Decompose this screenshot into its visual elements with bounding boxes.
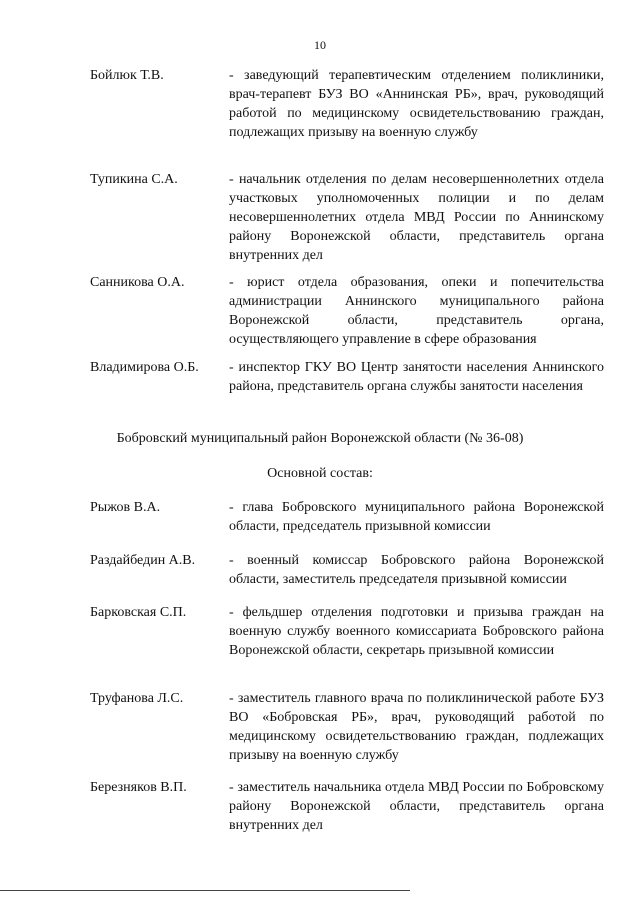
member-name: Труфанова Л.С.	[90, 691, 184, 706]
section-title: Бобровский муниципальный район Воронежской области (№ 36-08)	[116, 431, 524, 446]
member-role: - начальник отделения по делам несовершеннолетних отдела участковых уполномоченных полиции и по делам несовершеннолетних отдела МВД России по Аннинскому району Воронежской области, представитель органа внутренних дел	[229, 172, 604, 263]
member-role: - заместитель главного врача по поликлинической работе БУЗ ВО «Бобровская РБ», врач, руководящий работой по медицинскому освидетельствованию граждан, подлежащих призыву на военную службу	[229, 691, 604, 763]
member-name: Владимирова О.Б.	[90, 360, 199, 375]
page-bottom-rule	[0, 890, 410, 891]
member-name: Санникова О.А.	[90, 275, 185, 290]
member-role: - инспектор ГКУ ВО Центр занятости населения Аннинского района, представитель органа службы занятости населения	[229, 360, 604, 394]
member-name: Рыжов В.А.	[90, 500, 161, 515]
member-role: - военный комиссар Бобровского района Воронежской области, заместитель председателя призывной комиссии	[229, 553, 604, 587]
page-number: 10	[314, 38, 326, 52]
member-role: - заместитель начальника отдела МВД России по Бобровскому району Воронежской области, представитель органа внутренних дел	[229, 780, 604, 833]
member-name: Раздайбедин А.В.	[90, 553, 196, 568]
subsection-title: Основной состав:	[267, 466, 373, 481]
member-role: - фельдшер отделения подготовки и призыва граждан на военную службу военного комиссариата Бобровского района Воронежской области, секретарь призывной комиссии	[229, 605, 604, 658]
member-role: - юрист отдела образования, опеки и попечительства администрации Аннинского муниципального района Воронежской области, представитель органа, осуществляющего управление в сфере образования	[229, 275, 604, 347]
member-name: Тупикина С.А.	[90, 172, 178, 187]
member-name: Бойлюк Т.В.	[90, 68, 164, 83]
member-role: - заведующий терапевтическим отделением поликлиники, врач-терапевт БУЗ ВО «Аннинская РБ», врач, руководящий работой по медицинскому освидетельствованию граждан, подлежащих призыву на военную службу	[229, 68, 604, 140]
member-name: Березняков В.П.	[90, 780, 187, 795]
member-role: - глава Бобровского муниципального района Воронежской области, председатель призывной комиссии	[229, 500, 604, 534]
member-name: Барковская С.П.	[90, 605, 187, 620]
